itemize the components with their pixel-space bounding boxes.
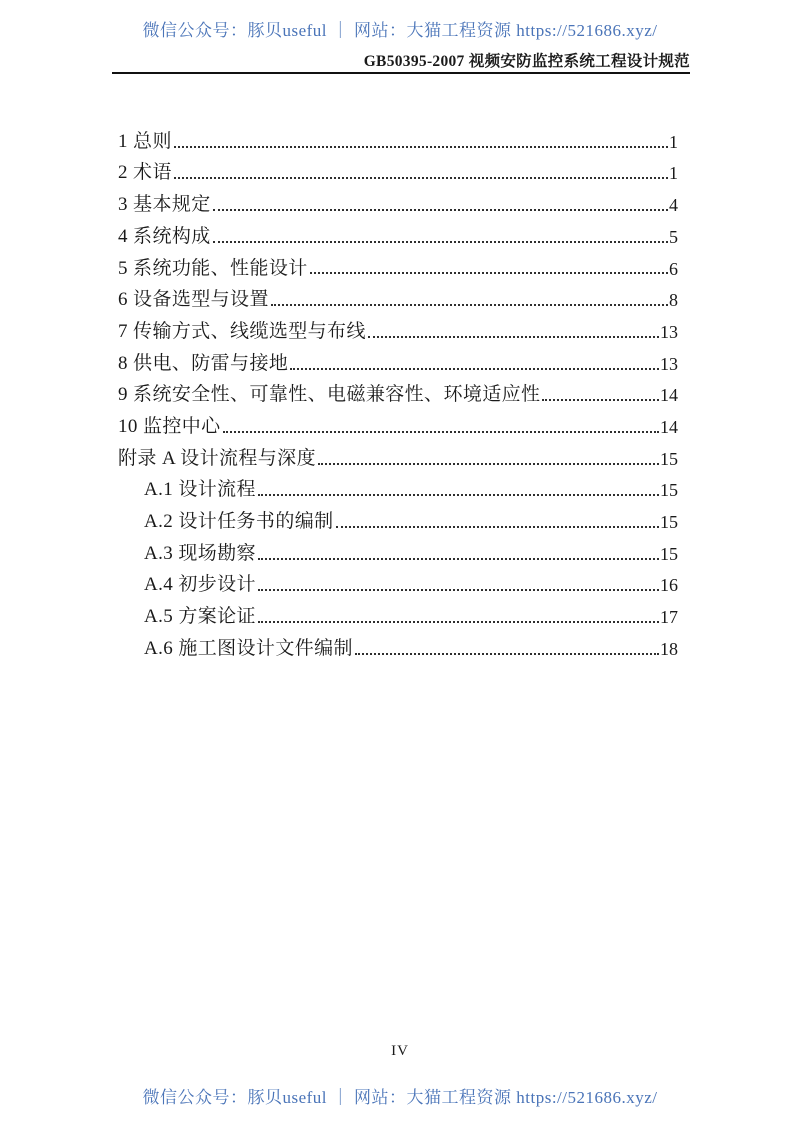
toc-entry-page: 14 [660,385,678,406]
toc-list [118,120,678,659]
toc-entry [118,342,678,374]
toc-entry-page: 4 [669,195,678,216]
toc-entry-label: 5 系统功能、性能设计 [118,257,308,279]
toc-entry-label: 附录 A 设计流程与深度 [118,447,316,469]
toc-entry [118,405,678,437]
toc-entry-label: 1 总则 [118,130,172,152]
dotted-leader [318,463,659,465]
toc-entry [118,500,678,532]
page-number: IV [391,1043,409,1059]
document-title-header: GB50395-2007 视频安防监控系统工程设计规范 [363,53,690,70]
toc-entry-label: A.4 初步设计 [144,574,256,596]
promo-banner-text: 微信公众号：豚贝useful ｜ 网站：大猫工程资源 [142,21,512,40]
promo-banner-text: 微信公众号：豚贝useful ｜ 网站：大猫工程资源 [142,1088,512,1107]
toc-entry [118,120,678,152]
dotted-leader [542,399,659,401]
toc-entry [118,374,678,406]
toc-entry-label: 4 系统构成 [118,225,211,247]
dotted-leader [258,558,659,560]
toc-entry [118,215,678,247]
header-divider [112,72,690,74]
toc-entry [118,278,678,310]
toc-entry [118,183,678,215]
toc-entry-label: A.2 设计任务书的编制 [144,511,334,532]
dotted-leader [258,621,659,623]
toc-entry-label: 7 传输方式、线缆选型与布线 [118,320,366,342]
toc-entry [118,532,678,564]
promo-banner-top [0,16,800,41]
toc-entry-page: 15 [660,448,678,469]
toc-entry-page: 18 [660,638,678,659]
toc-entry [118,437,678,469]
toc-entry [118,595,678,627]
toc-entry-page: 13 [660,353,678,374]
toc-entry-page: 13 [660,321,678,342]
toc-entry-label: A.6 施工图设计文件编制 [144,637,353,659]
dotted-leader [258,494,659,496]
toc-entry-page: 6 [669,258,678,279]
toc-entry-page: 17 [660,607,678,628]
toc-entry [118,564,678,596]
toc-entry-page: 1 [669,131,678,152]
dotted-leader [355,653,659,655]
toc-entry-page: 5 [669,226,678,247]
toc-entry [118,152,678,184]
toc-entry-label: 9 系统安全性、可靠性、电磁兼容性、环境适应性 [118,384,541,406]
toc-entry-label: 8 供电、防雷与接地 [118,352,289,374]
dotted-leader [368,336,659,338]
toc-entry [118,469,678,501]
dotted-leader [271,304,668,306]
toc-entry-page: 1 [669,163,678,184]
promo-banner-bottom [0,1083,800,1108]
dotted-leader [336,526,659,528]
toc-entry [118,310,678,342]
dotted-leader [213,241,668,243]
site-url-link[interactable]: https://521686.xyz/ [516,1088,658,1107]
toc-entry-label: A.5 方案论证 [144,606,256,628]
site-url-link[interactable]: https://521686.xyz/ [516,21,658,40]
dotted-leader [213,209,668,211]
dotted-leader [174,177,668,179]
dotted-leader [310,272,668,274]
toc-entry-label: 6 设备选型与设置 [118,289,269,311]
toc-entry [118,247,678,279]
toc-entry-label: 3 基本规定 [118,194,211,216]
dotted-leader [290,368,659,370]
toc-entry-page: 15 [660,480,678,501]
toc-entry-label: A.3 现场勘察 [144,542,256,564]
toc-entry-page: 15 [660,512,678,533]
dotted-leader [223,431,659,433]
toc-entry-label: 2 术语 [118,162,172,184]
toc-entry-page: 16 [660,575,678,596]
dotted-leader [174,146,668,148]
toc-entry-page: 15 [660,543,678,564]
dotted-leader [258,589,659,591]
toc-entry-page: 8 [669,290,678,311]
toc-entry-page: 14 [660,416,678,437]
toc-entry-label: 10 监控中心 [118,415,221,437]
toc-entry-label: A.1 设计流程 [144,479,256,501]
toc-entry [118,627,678,659]
